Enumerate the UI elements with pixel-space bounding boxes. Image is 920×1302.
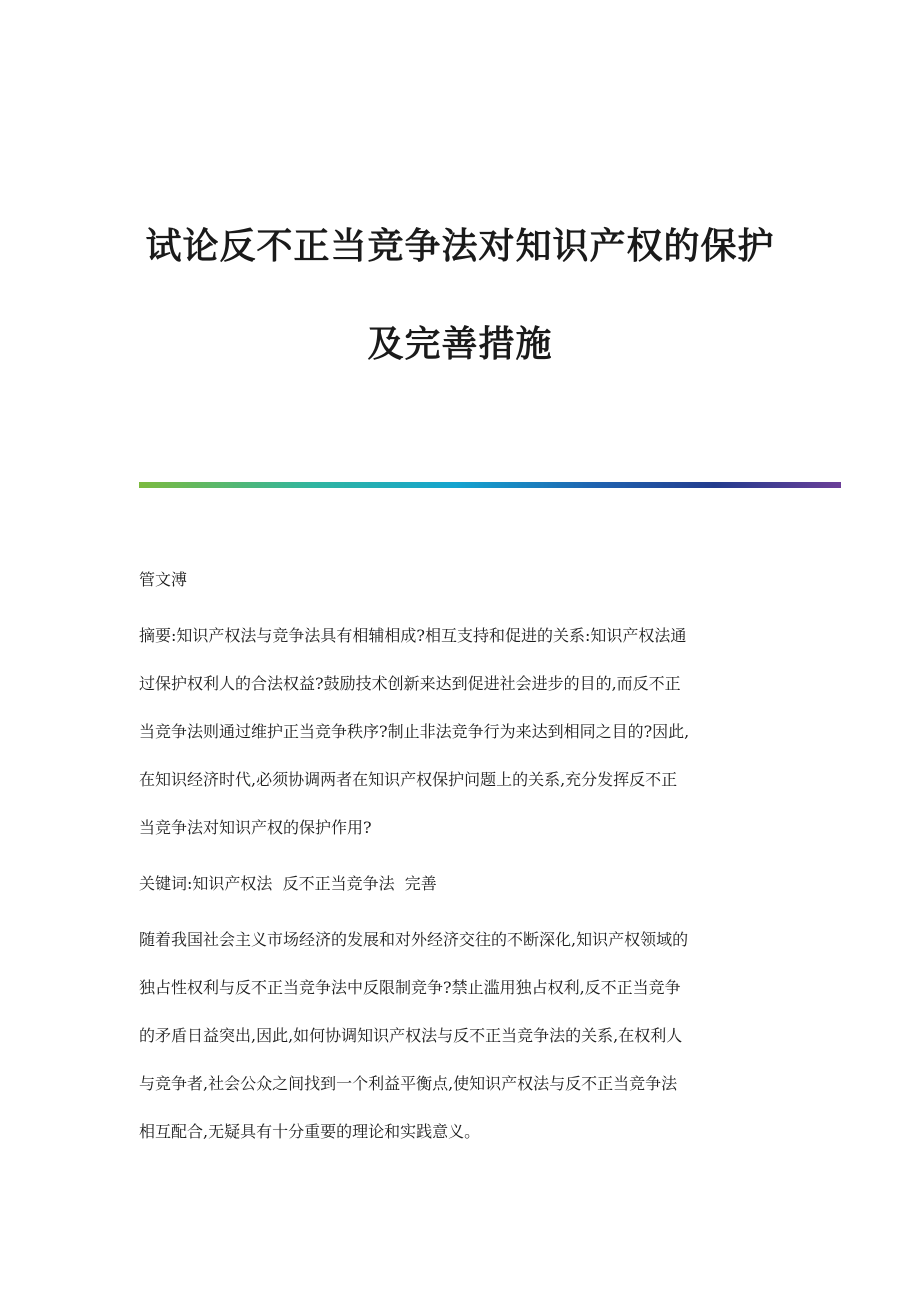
- document-title-line-1: 试论反不正当竞争法对知识产权的保护: [145, 226, 775, 267]
- author-name: 管文溥: [139, 570, 188, 589]
- body-line: 的矛盾日益突出,因此,如何协调知识产权法与反不正当竞争法的关系,在权利人: [139, 1026, 683, 1045]
- abstract-line: 过保护权利人的合法权益?鼓励技术创新来达到促进社会进步的目的,而反不正: [139, 674, 681, 693]
- body-paragraph: [139, 916, 789, 1156]
- body-line: 与竞争者,社会公众之间找到一个利益平衡点,使知识产权法与反不正当竞争法: [139, 1074, 678, 1093]
- abstract-line: 摘要:知识产权法与竞争法具有相辅相成?相互支持和促进的关系:知识产权法通: [139, 626, 687, 645]
- abstract-line: 在知识经济时代,必须协调两者在知识产权保护问题上的关系,充分发挥反不正: [139, 770, 678, 789]
- abstract-line: 当竞争法则通过维护正当竞争秩序?制止非法竞争行为来达到相同之目的?因此,: [139, 722, 690, 741]
- body-line: 独占性权利与反不正当竞争法中反限制竞争?禁止滥用独占权利,反不正当竞争: [139, 978, 681, 997]
- keywords-line: 关键词:知识产权法 反不正当竞争法 完善: [139, 874, 437, 893]
- gradient-divider: [139, 482, 841, 488]
- document-title-line-2: 及完善措施: [367, 324, 553, 365]
- body-line: 相互配合,无疑具有十分重要的理论和实践意义。: [139, 1122, 481, 1141]
- abstract-paragraph: [139, 612, 789, 852]
- body-line: 随着我国社会主义市场经济的发展和对外经济交往的不断深化,知识产权领域的: [139, 930, 689, 949]
- abstract-line: 当竞争法对知识产权的保护作用?: [139, 818, 372, 837]
